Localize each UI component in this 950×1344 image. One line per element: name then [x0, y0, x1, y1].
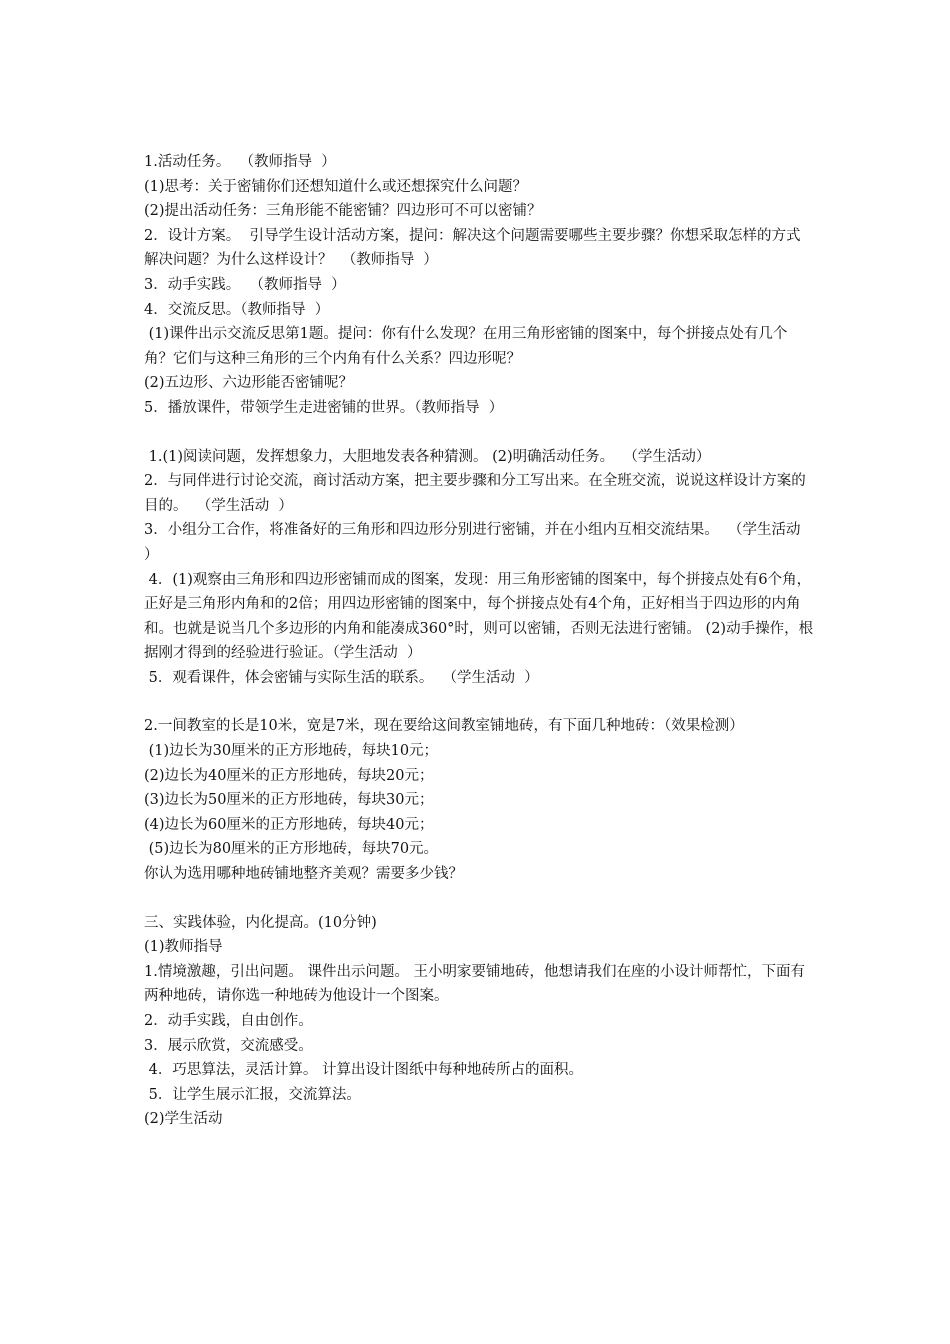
blank-line: [144, 690, 814, 714]
blank-line: [144, 421, 814, 445]
paragraph: 3．小组分工合作，将准备好的三角形和四边形分别进行密铺，并在小组内互相交流结果。 （学生活动 ）: [144, 522, 810, 563]
paragraph: 1.活动任务。 （教师指导 ）: [144, 154, 336, 170]
paragraph: 2．与同伴进行讨论交流，商讨活动方案，把主要步骤和分工写出来。在全班交流，说说这样设计方案的目的。 （学生活动 ）: [144, 473, 806, 514]
paragraph: 5．观看课件，体会密铺与实际生活的联系。 （学生活动 ）: [144, 669, 539, 686]
paragraph: (5)边长为80厘米的正方形地砖，每块70元。: [144, 841, 439, 858]
blank-line: [144, 887, 814, 911]
paragraph: (1)思考：关于密铺你们还想知道什么或还想探究什么问题？: [144, 178, 528, 195]
paragraph: 3．动手实践。 （教师指导 ）: [144, 276, 346, 293]
paragraph: 3．展示欣赏，交流感受。: [144, 1037, 313, 1054]
paragraph: (2)五边形、六边形能否密铺呢？: [144, 375, 354, 392]
paragraph: 1.(1)阅读问题，发挥想象力，大胆地发表各种猜测。 (2)明确活动任务。 （学生活动）: [144, 448, 711, 465]
paragraph: (3)边长为50厘米的正方形地砖，每块30元；: [144, 792, 434, 809]
paragraph: (2)提出活动任务：三角形能不能密铺？四边形可不可以密铺？: [144, 203, 542, 220]
paragraph: (2)边长为40厘米的正方形地砖，每块20元；: [144, 767, 434, 784]
paragraph: 你认为选用哪种地砖铺地整齐美观？需要多少钱？: [144, 866, 463, 883]
document-body: [144, 150, 814, 1132]
paragraph: 4．巧思算法，灵活计算。 计算出设计图纸中每种地砖所占的面积。: [144, 1062, 583, 1079]
paragraph: (1)课件出示交流反思第1题。提问：你有什么发现？在用三角形密铺的图案中，每个拼接点处有几个角？它们与这种三角形的三个内角有什么关系？四边形呢？: [144, 326, 788, 367]
section-heading: 三、实践体验，内化提高。(10分钟): [144, 914, 377, 931]
paragraph: 5．播放课件，带领学生走进密铺的世界。（教师指导 ）: [144, 399, 504, 416]
paragraph: (4)边长为60厘米的正方形地砖，每块40元；: [144, 816, 434, 833]
paragraph: (1)边长为30厘米的正方形地砖，每块10元；: [144, 743, 439, 760]
paragraph: 1.情境激趣，引出问题。 课件出示问题。 王小明家要铺地砖，他想请我们在座的小设计师帮忙，下面有两种地砖，请你选一种地砖为他设计一个图案。: [144, 963, 806, 1005]
paragraph: (2)学生活动: [144, 1111, 223, 1128]
paragraph: 4．交流反思。（教师指导 ）: [144, 301, 330, 318]
paragraph: 4．(1)观察由三角形和四边形密铺而成的图案，发现：用三角形密铺的图案中，每个拼接点处有6个角，正好是三角形内角和的2倍；用四边形密铺的图案中，每个拼接点处有4个角，正好相当于四边形的内角和。也就是说当几个多边形的内角和能凑成360°时，则可以密铺，否则无法进行密铺。 (2)动手操作，根据刚才得到的经验进行验证。（学生活动 ）: [144, 571, 814, 662]
paragraph: 2．动手实践，自由创作。: [144, 1013, 313, 1029]
paragraph: 2.一间教室的长是10米，宽是7米，现在要给这间教室铺地砖，有下面几种地砖：（效果检测）: [144, 718, 744, 735]
paragraph: 2．设计方案。 引导学生设计活动方案，提问：解决这个问题需要哪些主要步骤？你想采取怎样的方式解决问题？为什么这样设计？ （教师指导 ）: [144, 227, 801, 269]
paragraph: 5．让学生展示汇报，交流算法。: [144, 1086, 361, 1103]
paragraph: (1)教师指导: [144, 939, 223, 956]
